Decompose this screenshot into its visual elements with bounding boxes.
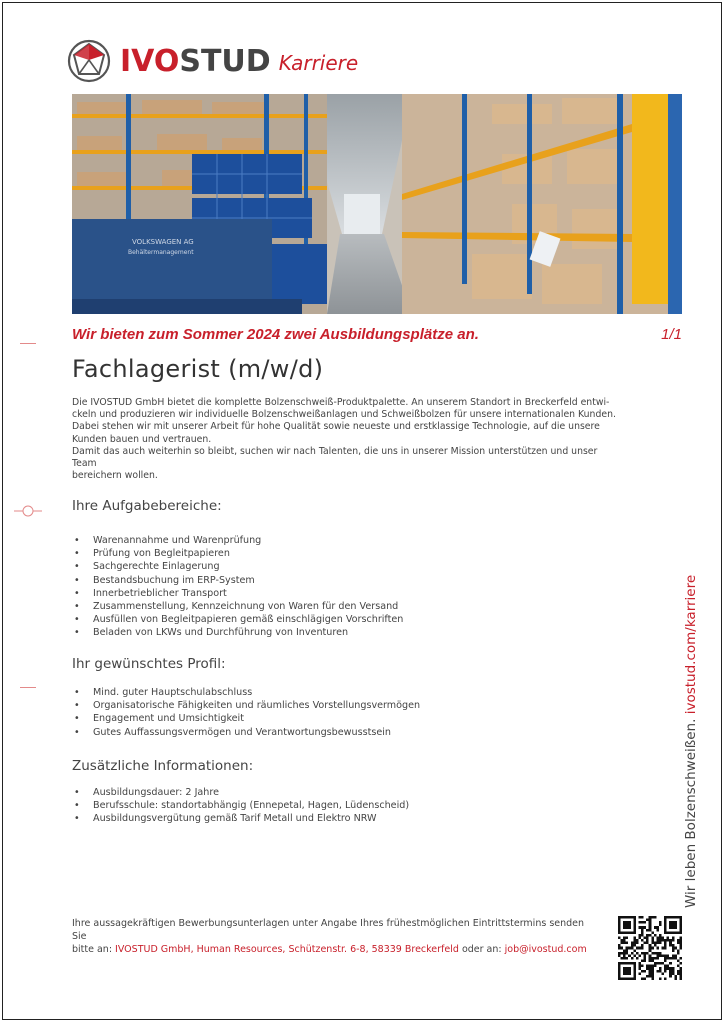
list-item: • Gutes Auffassungsvermögen und Verantwortungsbewusstsein	[72, 726, 420, 739]
brand-name: IVOSTUD	[120, 43, 271, 79]
intro-line: bereichern wollen.	[72, 470, 158, 482]
footer-line1: Ihre aussagekräftigen Bewerbungsunterlagen unter Angabe Ihres frühestmöglichen Eintrittstermins senden Sie	[72, 918, 585, 942]
intro-line: ckeln und produzieren wir individuelle Bolzenschweißanlagen und Schweißbolzen für unsere internationalen Kunden.	[72, 409, 616, 421]
headline: Wir bieten zum Sommer 2024 zwei Ausbildungsplätze an.	[72, 326, 479, 343]
page-number: 1/1	[661, 326, 682, 343]
intro-line: Die IVOSTUD GmbH bietet die komplette Bolzenschweiß-Produktpalette. An unserem Standort in Breckerfeld entwi-	[72, 397, 610, 408]
intro-paragraph	[72, 397, 622, 482]
list-item: • Prüfung von Begleitpapieren	[72, 547, 403, 560]
hero-warehouse-image	[72, 94, 682, 314]
additional-heading: Zusätzliche Informationen:	[72, 758, 254, 774]
slogan-text: Wir leben Bolzenschweißen.	[683, 718, 699, 908]
company-address: IVOSTUD GmbH, Human Resources, Schützenstr. 6-8, 58339 Breckerfeld	[115, 944, 459, 955]
list-item: • Organisatorische Fähigkeiten und räumliches Vorstellungsvermögen	[72, 699, 420, 712]
list-item: • Zusammenstellung, Kennzeichnung von Waren für den Versand	[72, 600, 403, 613]
intro-line: Damit das auch weiterhin so bleibt, suchen wir nach Talenten, die uns in unserer Mission unterstützen und unser Team	[72, 445, 598, 470]
application-footer	[72, 917, 592, 956]
tasks-heading: Ihre Aufgabebereiche:	[72, 498, 222, 514]
intro-line: Dabei stehen wir mit unserer Arbeit für hohe Qualität sowie neueste und erstklassige Technologie, auf die unsere	[72, 421, 600, 433]
list-item: • Ausbildungsvergütung gemäß Tarif Metall und Elektro NRW	[72, 812, 409, 825]
list-item: • Bestandsbuchung im ERP-System	[72, 574, 403, 587]
list-item: • Ausbildungsdauer: 2 Jahre	[72, 786, 409, 799]
list-item: • Beladen von LKWs und Durchführung von Inventuren	[72, 626, 403, 639]
side-marker	[20, 343, 36, 344]
list-item: • Berufsschule: standortabhängig (Ennepetal, Hagen, Lüdenscheid)	[72, 799, 409, 812]
email-link[interactable]: job@ivostud.com	[504, 944, 587, 955]
profile-heading: Ihr gewünschtes Profil:	[72, 656, 226, 672]
profile-list	[72, 686, 420, 739]
ivostud-logo-icon	[66, 38, 112, 84]
intro-line: Kunden bauen und vertrauen.	[72, 433, 212, 445]
brand-logo[interactable]	[66, 38, 358, 84]
list-item: • Warenannahme und Warenprüfung	[72, 534, 403, 547]
list-item: • Innerbetrieblicher Transport	[72, 587, 403, 600]
truck-sign-line2: Behältermanagement	[128, 249, 194, 256]
qr-code-icon[interactable]	[618, 916, 682, 980]
truck-sign-line1: VOLKSWAGEN AG	[132, 238, 194, 246]
side-marker	[20, 687, 36, 688]
side-circle-marker	[14, 505, 42, 517]
footer-line2: bitte an: IVOSTUD GmbH, Human Resources, Schützenstr. 6-8, 58339 Breckerfeld oder an: job@ivostud.com	[72, 944, 587, 955]
additional-list	[72, 786, 409, 826]
vertical-slogan	[683, 575, 699, 908]
list-item: • Mind. guter Hauptschulabschluss	[72, 686, 420, 699]
brand-subtitle: Karriere	[278, 51, 359, 75]
tasks-list	[72, 534, 403, 640]
career-url-link[interactable]: ivostud.com/karriere	[683, 574, 699, 715]
job-title: Fachlagerist (m/w/d)	[72, 355, 324, 383]
list-item: • Ausfüllen von Begleitpapieren gemäß einschlägigen Vorschriften	[72, 613, 403, 626]
list-item: • Sachgerechte Einlagerung	[72, 560, 403, 573]
list-item: • Engagement und Umsichtigkeit	[72, 712, 420, 725]
